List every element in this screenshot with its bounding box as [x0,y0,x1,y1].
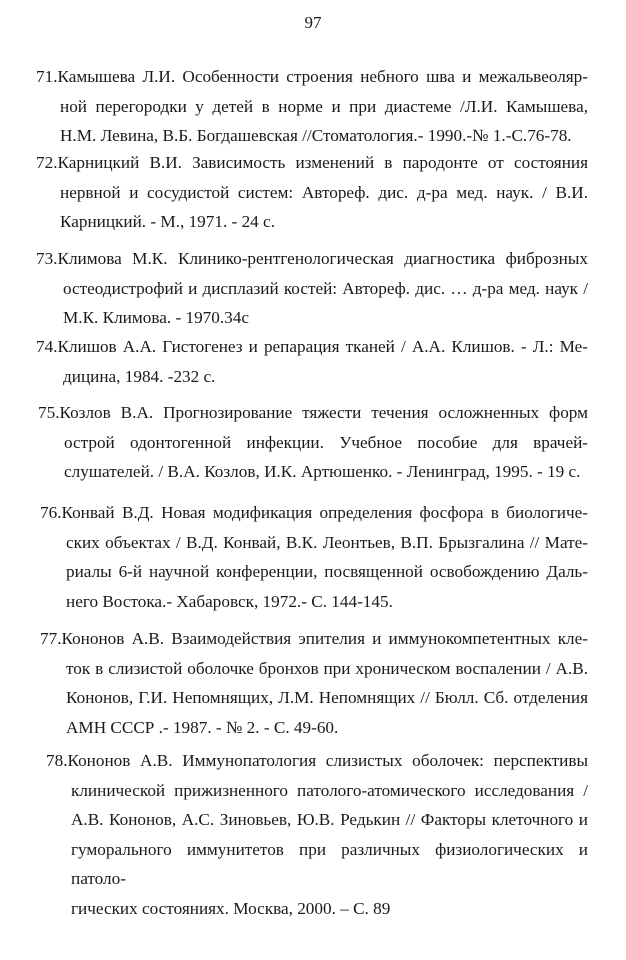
reference-line: Карницкий. - М., 1971. - 24 с. [60,212,275,232]
reference-72 [36,148,588,237]
reference-line: АМН СССР .- 1987. - № 2. - С. 49-60. [66,717,339,737]
reference-text: Кононов А.В. Взаимодействия эпителия и иммунокомпетентных кле- [61,629,588,648]
reference-line: М.К. Климова. - 1970.34с [63,308,249,328]
reference-line: нервной и сосудистой систем: Автореф. дис. д-ра мед. наук. / В.И. [60,182,588,202]
reference-71 [36,62,588,151]
reference-line [46,746,588,776]
reference-line [36,332,588,362]
reference-75 [38,398,588,487]
reference-line: ских объектах / В.Д. Конвай, В.К. Леонтьев, В.П. Брызгалина // Мате- [66,532,588,552]
reference-line: гических состояниях. Москва, 2000. – С. 89 [71,898,391,918]
reference-line: него Востока.- Хабаровск, 1972.- С. 144-145. [66,591,393,611]
reference-number: 78. [46,751,68,770]
reference-text: Козлов В.А. Прогнозирование тяжести течения осложненных форм [59,403,588,422]
reference-text: Карницкий В.И. Зависимость изменений в пародонте от состояния [57,153,588,172]
reference-number: 75. [38,403,60,422]
reference-line [38,398,588,428]
reference-line [36,62,588,92]
reference-line: гуморального иммунитетов при различных физиологических и патоло- [71,839,588,889]
reference-line: Н.М. Левина, В.Б. Богдашевская //Стоматология.- 1990.-№ 1.-С.76-78. [60,126,572,146]
reference-line: Кононов, Г.И. Непомнящих, Л.М. Непомнящих // Бюлл. Сб. отделения [66,688,588,708]
reference-78 [46,746,588,924]
reference-text: Конвай В.Д. Новая модификация определения фосфора в биологиче- [61,503,588,522]
reference-76 [40,498,588,616]
reference-text: Кононов А.В. Иммунопатология слизистых оболочек: перспективы [67,751,588,770]
reference-line [40,624,588,654]
reference-77 [40,624,588,742]
reference-number: 77. [40,629,62,648]
reference-number: 76. [40,503,62,522]
reference-line [40,498,588,528]
reference-line [36,148,588,178]
reference-text: Камышева Л.И. Особенности строения небного шва и межальвеоляр- [57,67,588,86]
reference-line: слушателей. / В.А. Козлов, И.К. Артюшенко. - Ленинград, 1995. - 19 с. [64,462,581,482]
reference-line: ток в слизистой оболочке бронхов при хроническом воспалении / А.В. [66,658,588,678]
reference-line: А.В. Кононов, А.С. Зиновьев, Ю.В. Редькин // Факторы клеточного и [71,810,588,830]
reference-74 [36,332,588,391]
reference-number: 73. [36,249,58,268]
reference-line: острой одонтогенной инфекции. Учебное пособие для врачей- [64,432,588,452]
reference-text: Климова М.К. Клинико-рентгенологическая диагностика фиброзных [57,249,588,268]
page-number: 97 [304,13,322,32]
reference-line: риалы 6-й научной конференции, посвященной освобождению Даль- [66,562,588,582]
reference-line: дицина, 1984. -232 с. [63,366,216,386]
reference-number: 72. [36,153,58,172]
reference-line: клинической прижизненного патолого-атомического исследования / [71,780,588,800]
reference-73 [36,244,588,333]
reference-text: Клишов А.А. Гистогенез и репарация тканей / А.А. Клишов. - Л.: Ме- [57,337,588,356]
reference-line: ной перегородки у детей в норме и при диастеме /Л.И. Камышева, [60,96,588,116]
reference-number: 74. [36,337,58,356]
reference-number: 71. [36,67,58,86]
reference-line: остеодистрофий и дисплазий костей: Автореф. дис. … д-ра мед. наук / [63,278,588,298]
reference-line [36,244,588,274]
